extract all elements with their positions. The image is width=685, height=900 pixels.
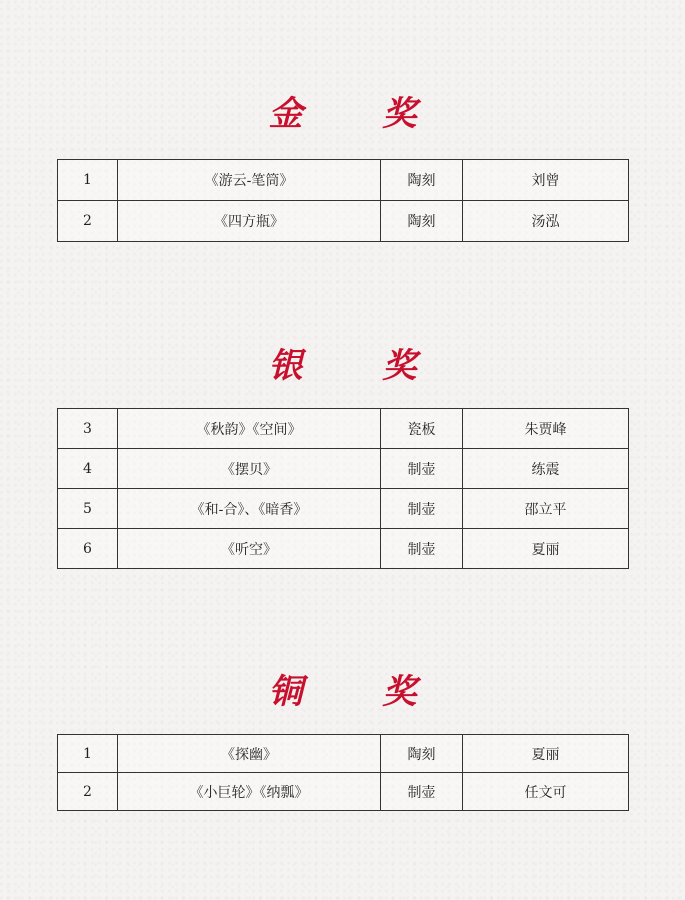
table-row [58, 773, 629, 811]
row-number: 5 [58, 489, 118, 529]
author-name: 任文可 [463, 773, 629, 811]
author-name: 夏丽 [463, 735, 629, 773]
bronze-award-heading: 铜 奖 [268, 672, 451, 712]
work-category: 制壶 [381, 773, 463, 811]
row-number: 2 [58, 201, 118, 242]
row-number: 1 [58, 735, 118, 773]
work-title: 《小巨轮》《纳瓢》 [118, 773, 381, 811]
author-name: 刘曾 [463, 160, 629, 201]
table-row [58, 449, 629, 489]
author-name: 邵立平 [463, 489, 629, 529]
table-row [58, 489, 629, 529]
table-row [58, 409, 629, 449]
row-number: 1 [58, 160, 118, 201]
author-name: 朱贾峰 [463, 409, 629, 449]
work-title: 《听空》 [118, 529, 381, 569]
table-row [58, 735, 629, 773]
silver-award-table [57, 408, 629, 569]
row-number: 3 [58, 409, 118, 449]
work-category: 陶刻 [381, 160, 463, 201]
row-number: 6 [58, 529, 118, 569]
gold-award-table [57, 159, 629, 242]
work-title: 《摆贝》 [118, 449, 381, 489]
author-name: 汤泓 [463, 201, 629, 242]
gold-award-heading: 金 奖 [268, 94, 451, 134]
author-name: 练震 [463, 449, 629, 489]
work-title: 《和-合》、《暗香》 [118, 489, 381, 529]
table-row [58, 160, 629, 201]
work-category: 制壶 [381, 489, 463, 529]
work-title: 《游云-笔筒》 [118, 160, 381, 201]
bronze-award-table [57, 734, 629, 811]
work-category: 制壶 [381, 449, 463, 489]
work-title: 《秋韵》《空间》 [118, 409, 381, 449]
work-category: 陶刻 [381, 735, 463, 773]
work-category: 瓷板 [381, 409, 463, 449]
work-title: 《四方瓶》 [118, 201, 381, 242]
work-category: 陶刻 [381, 201, 463, 242]
work-category: 制壶 [381, 529, 463, 569]
table-row [58, 529, 629, 569]
row-number: 2 [58, 773, 118, 811]
silver-award-heading: 银 奖 [268, 346, 451, 386]
work-title: 《探幽》 [118, 735, 381, 773]
row-number: 4 [58, 449, 118, 489]
author-name: 夏丽 [463, 529, 629, 569]
table-row [58, 201, 629, 242]
